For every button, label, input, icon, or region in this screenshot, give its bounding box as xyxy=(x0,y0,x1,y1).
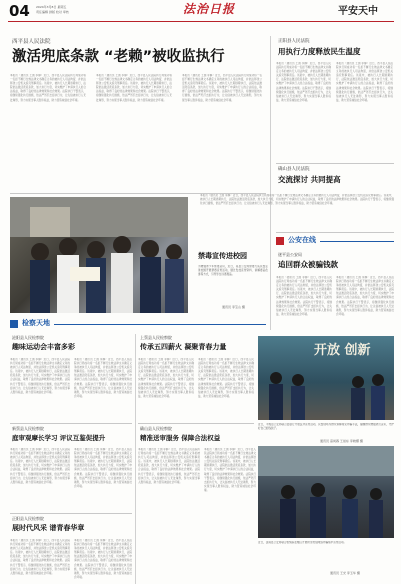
proc-story-1-kicker: 泌阳县人民检察院 xyxy=(12,335,44,340)
right-story-1 xyxy=(276,40,394,160)
school-photo xyxy=(10,197,188,313)
photo-caption-text: 为增强青少年禁毒意识，近日，某县公安局禁毒大队民警走进校园开展禁毒宣传活动，通过发放宣传资料、讲解毒品危害等方式，引导学生远离毒品。 xyxy=(198,265,268,277)
proc-story-2-col1: 本报讯（通讯员 王国 李静）近日，西平县人民法院执行局成功将一名拒不履行生效法律文书确定义务的被执行人司法拘留，并依法移送公安机关追究刑事责任。该案中，被执行人长期逃避执行，法院依法激活兜底条款，加大执行力度，切实维护了申请执行人的合法权益，取得了良好的法律效果和社会效果。法院执行干警表示，将继续强化执行措施，依法严厉打击拒执行为，让失信被执行人无处遁形，努力实现当事人胜诉权益，助力营造诚信社会环境。 xyxy=(138,358,194,398)
right-story-1-title: 用执行力度释放民生温度 xyxy=(278,47,361,56)
proc-photo-credit: 通讯员 王光 李玉华 摄 xyxy=(330,571,360,575)
procuratorate-rule xyxy=(54,324,266,325)
procuratorate-label: 检察天地 xyxy=(22,319,50,328)
paper-name: 法治日报 xyxy=(183,2,236,16)
proc-story-2-title: 传承五四薪火 凝聚青春力量 xyxy=(140,343,227,351)
police-photo xyxy=(258,446,394,538)
column-divider xyxy=(270,36,271,330)
proc-story-3-kicker: 新蔡县人民检察院 xyxy=(12,426,44,431)
public-safety-rule xyxy=(320,241,394,242)
proc-story-4-col1: 本报讯（通讯员 王国 李静）近日，西平县人民法院执行局成功将一名拒不履行生效法律文书确定义务的被执行人司法拘留，并依法移送公安机关追究刑事责任。该案中，被执行人长期逃避执行，法院依法激活兜底条款，加大执行力度，切实维护了申请执行人的合法权益，取得了良好的法律效果和社会效果。法院执行干警表示，将继续强化执行措施，依法严厉打击拒执行为，让失信被执行人无处遁形，努力实现当事人胜诉权益，助力营造诚信社会环境。 xyxy=(138,448,200,484)
proc-hdivider-1 xyxy=(10,423,132,424)
proc-story-1-col1: 本报讯（通讯员 王国 李静）近日，西平县人民法院执行局成功将一名拒不履行生效法律文书确定义务的被执行人司法拘留，并依法移送公安机关追究刑事责任。该案中，被执行人长期逃避执行，法院依法激活兜底条款，加大执行力度，切实维护了申请执行人的合法权益，取得了良好的法律效果和社会效果。法院执行干警表示，将继续强化执行措施，依法严厉打击拒执行为，让失信被执行人无处遁形，努力实现当事人胜诉权益，助力营造诚信社会环境。 xyxy=(10,358,70,394)
photo-caption-title: 禁毒宣传进校园 xyxy=(198,252,247,260)
lead-story-col2: 本报讯（通讯员 王国 李静）近日，西平县人民法院执行局成功将一名拒不履行生效法律文书确定义务的被执行人司法拘留，并依法移送公安机关追究刑事责任。该案中，被执行人长期逃避执行，法院依法激活兜底条款，加大执行力度，切实维护了申请执行人的合法权益，取得了良好的法律效果和社会效果。法院执行干警表示，将继续强化执行措施，依法严厉打击拒执行为，让失信被执行人无处遁形，努力实现当事人胜诉权益，助力营造诚信社会环境。 xyxy=(96,74,172,102)
ps-photo-credit: 通讯员 高尚蓉 王旭东 李晓娜 摄 xyxy=(320,439,363,443)
right-story-1-kicker: 正阳县人民法院 xyxy=(278,39,310,44)
masthead-rule xyxy=(8,21,394,22)
section-name: 平安天中 xyxy=(338,6,378,17)
proc-story-3-title: 庭审观摩长学习 评议互鉴促提升 xyxy=(12,434,106,442)
proc-story-4-col2: 本报讯（通讯员 王国 李静）近日，西平县人民法院执行局成功将一名拒不履行生效法律文书确定义务的被执行人司法拘留，并依法移送公安机关追究刑事责任。该案中，被执行人长期逃避执行，法院依法激活兜底条款，加大执行力度，切实维护了申请执行人的合法权益，取得了良好的法律效果和社会效果。法院执行干警表示，将继续强化执行措施，依法严厉打击拒执行为，让失信被执行人无处遁形，努力实现当事人胜诉权益，助力营造诚信社会环境。 xyxy=(204,448,256,492)
section-divider-right xyxy=(276,232,394,233)
proc-story-2-kicker: 上蔡县人民检察院 xyxy=(140,335,172,340)
lead-story-title: 激活兜底条款 “老赖”被收监执行 xyxy=(12,49,225,65)
ps-story-kicker: 遂平县公安局 xyxy=(278,252,302,257)
ps-story-col1: 本报讯（通讯员 王国 李静）近日，西平县人民法院执行局成功将一名拒不履行生效法律文书确定义务的被执行人司法拘留，并依法移送公安机关追究刑事责任。该案中，被执行人长期逃避执行，法院依法激活兜底条款，加大执行力度，切实维护了申请执行人的合法权益，取得了良好的法律效果和社会效果。法院执行干警表示，将继续强化执行措施，依法严厉打击拒执行为，让失信被执行人无处遁形，努力实现当事人胜诉权益，助力营造诚信社会环境。 xyxy=(276,276,332,316)
proc-story-1-title: 趣味运动会丰富多彩 xyxy=(12,343,75,351)
proc-hdivider-2 xyxy=(138,423,254,424)
procuratorate-marker xyxy=(10,320,18,328)
police-figures xyxy=(258,446,394,538)
anti-fraud-photo xyxy=(258,336,394,420)
proc-story-2-col2: 本报讯（通讯员 王国 李静）近日，西平县人民法院执行局成功将一名拒不履行生效法律文书确定义务的被执行人司法拘留，并依法移送公安机关追究刑事责任。该案中，被执行人长期逃避执行，法院依法激活兜底条款，加大执行力度，切实维护了申请执行人的合法权益，取得了良好的法律效果和社会效果。法院执行干警表示，将继续强化执行措施，依法严厉打击拒执行为，让失信被执行人无处遁形，努力实现当事人胜诉权益，助力营造诚信社会环境。 xyxy=(198,358,254,398)
proc-story-5-title: 展时代风采 谱青春华章 xyxy=(12,524,85,532)
public-safety-marker xyxy=(276,237,284,245)
proc-story-5-col1: 本报讯（通讯员 王国 李静）近日，西平县人民法院执行局成功将一名拒不履行生效法律文书确定义务的被执行人司法拘留，并依法移送公安机关追究刑事责任。该案中，被执行人长期逃避执行，法院依法激活兜底条款，加大执行力度，切实维护了申请执行人的合法权益，取得了良好的法律效果和社会效果。法院执行干警表示，将继续强化执行措施，依法严厉打击拒执行为，让失信被执行人无处遁形，努力实现当事人胜诉权益，助力营造诚信社会环境。 xyxy=(10,539,70,575)
proc-story-4-title: 精准送审服务 保障合法权益 xyxy=(140,434,221,442)
ps-story-col2: 本报讯（通讯员 王国 李静）近日，西平县人民法院执行局成功将一名拒不履行生效法律文书确定义务的被执行人司法拘留，并依法移送公安机关追究刑事责任。该案中，被执行人长期逃避执行，法院依法激活兜底条款，加大执行力度，切实维护了申请执行人的合法权益，取得了良好的法律效果和社会效果。法院执行干警表示，将继续强化执行措施，依法严厉打击拒执行为，让失信被执行人无处遁形，努力实现当事人胜诉权益，助力营造诚信社会环境。 xyxy=(336,276,394,316)
proc-story-1-col2: 本报讯（通讯员 王国 李静）近日，西平县人民法院执行局成功将一名拒不履行生效法律文书确定义务的被执行人司法拘留，并依法移送公安机关追究刑事责任。该案中，被执行人长期逃避执行，法院依法激活兜底条款，加大执行力度，切实维护了申请执行人的合法权益，取得了良好的法律效果和社会效果。法院执行干警表示，将继续强化执行措施，依法严厉打击拒执行为，让失信被执行人无处遁形，努力实现当事人胜诉权益，助力营造诚信社会环境。 xyxy=(74,358,132,398)
public-safety-label: 公安在线 xyxy=(288,236,316,245)
anti-fraud-figures xyxy=(258,336,394,420)
right-divider xyxy=(276,163,394,164)
right-story-2-title: 交流探讨 共同提高 xyxy=(278,175,341,184)
proc-story-5-kicker: 正阳县人民检察院 xyxy=(12,516,44,521)
photo-credit: 通讯员 李宝山 摄 xyxy=(222,305,245,309)
proc-story-4-kicker: 确山县人民检察院 xyxy=(140,426,172,431)
public-safety-header xyxy=(276,236,394,246)
school-photo-figures xyxy=(10,197,188,313)
date-line: 2024年3月8日 星期五 xyxy=(36,5,67,9)
right-story-2-kicker: 确山县人民法院 xyxy=(278,167,310,172)
proc-photo-caption: 近日，汝南县公安局联合检察院在辖区开展防范电信网络诈骗集中宣传活动。 xyxy=(258,541,347,544)
right-story-1-col2: 本报讯（通讯员 王国 李静）近日，西平县人民法院执行局成功将一名拒不履行生效法律文书确定义务的被执行人司法拘留，并依法移送公安机关追究刑事责任。该案中，被执行人长期逃避执行，法院依法激活兜底条款，加大执行力度，切实维护了申请执行人的合法权益，取得了良好的法律效果和社会效果。法院执行干警表示，将继续强化执行措施，依法严厉打击拒执行为，让失信被执行人无处遁形，努力实现当事人胜诉权益，助力营造诚信社会环境。 xyxy=(336,62,393,102)
right-story-2-text: 本报讯（通讯员 王国 李静）近日，西平县人民法院执行局成功将一名拒不履行生效法律文书确定义务的被执行人司法拘留，并依法移送公安机关追究刑事责任。该案中，被执行人长期逃避执行，法院依法激活兜底条款，加大执行力度，切实维护了申请执行人的合法权益，取得了良好的法律效果和社会效果。法院执行干警表示，将继续强化执行措施，依法严厉打击拒执行为，让失信被执行人无处遁形，努力实现当事人胜诉权益，助力营造诚信社会环境。 xyxy=(200,194,394,206)
page-number: 04 xyxy=(9,2,30,20)
proc-story-3-col2: 本报讯（通讯员 王国 李静）近日，西平县人民法院执行局成功将一名拒不履行生效法律文书确定义务的被执行人司法拘留，并依法移送公安机关追究刑事责任。该案中，被执行人长期逃避执行，法院依法激活兜底条款，加大执行力度，切实维护了申请执行人的合法权益，取得了良好的法律效果和社会效果。法院执行干警表示，将继续强化执行措施，依法严厉打击拒执行为，让失信被执行人无处遁形，努力实现当事人胜诉权益，助力营造诚信社会环境。 xyxy=(74,448,132,488)
proc-hdivider-3 xyxy=(10,513,132,514)
proc-story-3-col1: 本报讯（通讯员 王国 李静）近日，西平县人民法院执行局成功将一名拒不履行生效法律文书确定义务的被执行人司法拘留，并依法移送公安机关追究刑事责任。该案中，被执行人长期逃避执行，法院依法激活兜底条款，加大执行力度，切实维护了申请执行人的合法权益，取得了良好的法律效果和社会效果。法院执行干警表示，将继续强化执行措施，依法严厉打击拒执行为，让失信被执行人无处遁形，努力实现当事人胜诉权益，助力营造诚信社会环境。 xyxy=(10,448,70,484)
right-story-1-col1: 本报讯（通讯员 王国 李静）近日，西平县人民法院执行局成功将一名拒不履行生效法律文书确定义务的被执行人司法拘留，并依法移送公安机关追究刑事责任。该案中，被执行人长期逃避执行，法院依法激活兜底条款，加大执行力度，切实维护了申请执行人的合法权益，取得了良好的法律效果和社会效果。法院执行干警表示，将继续强化执行措施，依法严厉打击拒执行为，让失信被执行人无处遁形，努力实现当事人胜诉权益，助力营造诚信社会环境。 xyxy=(276,62,331,102)
lead-story-col3: 本报讯（通讯员 王国 李静）近日，西平县人民法院执行局成功将一名拒不履行生效法律文书确定义务的被执行人司法拘留，并依法移送公安机关追究刑事责任。该案中，被执行人长期逃避执行，法院依法激活兜底条款，加大执行力度，切实维护了申请执行人的合法权益，取得了良好的法律效果和社会效果。法院执行干警表示，将继续强化执行措施，依法严厉打击拒执行为，让失信被执行人无处遁形，努力实现当事人胜诉权益，助力营造诚信社会环境。 xyxy=(182,74,262,102)
proc-divider xyxy=(135,334,136,584)
lead-story-kicker: 西平县人民法院 xyxy=(12,39,51,45)
lead-story-col1: 本报讯（通讯员 王国 李静）近日，西平县人民法院执行局成功将一名拒不履行生效法律文书确定义务的被执行人司法拘留，并依法移送公安机关追究刑事责任。该案中，被执行人长期逃避执行，法院依法激活兜底条款，加大执行力度，切实维护了申请执行人的合法权益，取得了良好的法律效果和社会效果。法院执行干警表示，将继续强化执行措施，依法严厉打击拒执行为，让失信被执行人无处遁形，努力实现当事人胜诉权益，助力营造诚信社会环境。 xyxy=(10,74,86,102)
photo-divider xyxy=(10,193,266,194)
masthead xyxy=(0,0,401,22)
banner-text: 开放 创新 xyxy=(314,343,371,358)
proc-story-5-col2: 本报讯（通讯员 王国 李静）近日，西平县人民法院执行局成功将一名拒不履行生效法律文书确定义务的被执行人司法拘留，并依法移送公安机关追究刑事责任。该案中，被执行人长期逃避执行，法院依法激活兜底条款，加大执行力度，切实维护了申请执行人的合法权益，取得了良好的法律效果和社会效果。法院执行干警表示，将继续强化执行措施，依法严厉打击拒执行为，让失信被执行人无处遁形，努力实现当事人胜诉权益，助力营造诚信社会环境。 xyxy=(74,539,132,579)
ps-photo-caption: 近日，平舆县公安局联合县银行开展反诈宣传活动，民警现场为群众讲解常见诈骗手法，提醒群众增强防范意识，守护好自己的钱袋子。 xyxy=(258,423,394,431)
procuratorate-header xyxy=(10,319,266,329)
lead-story xyxy=(10,40,265,190)
editor-line: 责任编辑 排版 校对 审核 xyxy=(36,10,69,14)
ps-story-title: 追回群众被骗钱款 xyxy=(278,260,338,269)
